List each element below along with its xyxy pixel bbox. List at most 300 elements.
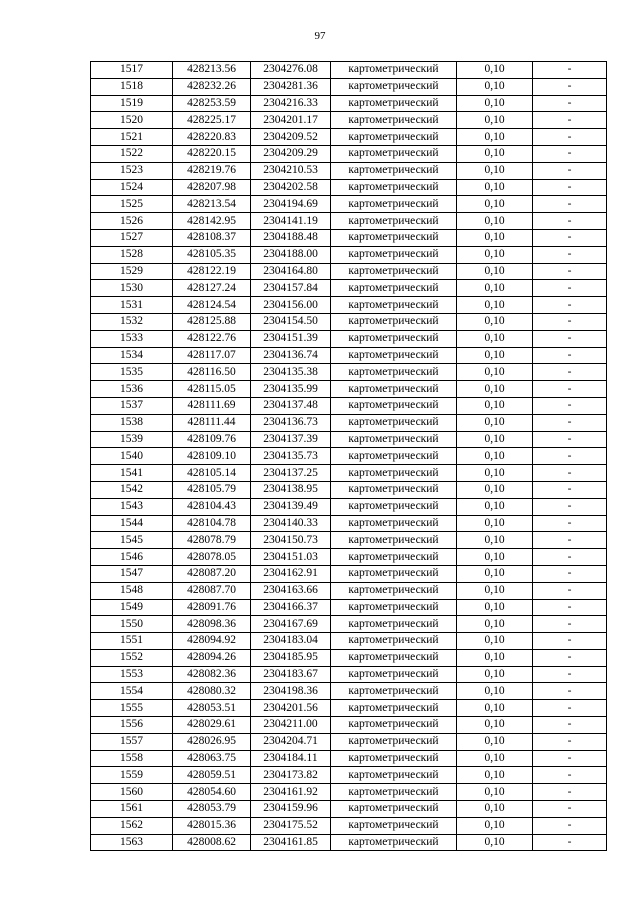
x-coordinate-cell: 428125.88 — [173, 313, 251, 330]
x-coordinate-cell: 428124.54 — [173, 297, 251, 314]
table-row — [91, 280, 607, 297]
accuracy-cell: 0,10 — [457, 381, 533, 398]
y-coordinate-cell: 2304135.38 — [251, 364, 331, 381]
x-coordinate-cell: 428109.76 — [173, 431, 251, 448]
y-coordinate-cell: 2304209.52 — [251, 129, 331, 146]
method-cell: картометрический — [331, 834, 457, 851]
point-number-cell: 1557 — [91, 733, 173, 750]
note-cell: - — [533, 750, 607, 767]
note-cell: - — [533, 733, 607, 750]
point-number-cell: 1547 — [91, 565, 173, 582]
accuracy-cell: 0,10 — [457, 717, 533, 734]
point-number-cell: 1546 — [91, 549, 173, 566]
x-coordinate-cell: 428122.76 — [173, 330, 251, 347]
x-coordinate-cell: 428105.14 — [173, 465, 251, 482]
accuracy-cell: 0,10 — [457, 666, 533, 683]
accuracy-cell: 0,10 — [457, 700, 533, 717]
x-coordinate-cell: 428213.56 — [173, 62, 251, 79]
accuracy-cell: 0,10 — [457, 196, 533, 213]
point-number-cell: 1532 — [91, 313, 173, 330]
accuracy-cell: 0,10 — [457, 414, 533, 431]
accuracy-cell: 0,10 — [457, 347, 533, 364]
table-row — [91, 414, 607, 431]
x-coordinate-cell: 428105.79 — [173, 481, 251, 498]
note-cell: - — [533, 280, 607, 297]
table-row — [91, 381, 607, 398]
y-coordinate-cell: 2304188.48 — [251, 229, 331, 246]
point-number-cell: 1548 — [91, 582, 173, 599]
y-coordinate-cell: 2304209.29 — [251, 145, 331, 162]
x-coordinate-cell: 428111.69 — [173, 397, 251, 414]
point-number-cell: 1535 — [91, 364, 173, 381]
x-coordinate-cell: 428220.83 — [173, 129, 251, 146]
method-cell: картометрический — [331, 481, 457, 498]
table-row — [91, 246, 607, 263]
note-cell: - — [533, 297, 607, 314]
point-number-cell: 1519 — [91, 95, 173, 112]
coordinates-table — [90, 61, 607, 851]
accuracy-cell: 0,10 — [457, 330, 533, 347]
note-cell: - — [533, 263, 607, 280]
y-coordinate-cell: 2304167.69 — [251, 616, 331, 633]
table-row — [91, 297, 607, 314]
method-cell: картометрический — [331, 616, 457, 633]
note-cell: - — [533, 229, 607, 246]
method-cell: картометрический — [331, 817, 457, 834]
method-cell: картометрический — [331, 683, 457, 700]
table-row — [91, 515, 607, 532]
y-coordinate-cell: 2304157.84 — [251, 280, 331, 297]
accuracy-cell: 0,10 — [457, 817, 533, 834]
note-cell: - — [533, 78, 607, 95]
method-cell: картометрический — [331, 313, 457, 330]
table-row — [91, 750, 607, 767]
method-cell: картометрический — [331, 297, 457, 314]
x-coordinate-cell: 428108.37 — [173, 229, 251, 246]
y-coordinate-cell: 2304138.95 — [251, 481, 331, 498]
point-number-cell: 1525 — [91, 196, 173, 213]
table-row — [91, 582, 607, 599]
point-number-cell: 1553 — [91, 666, 173, 683]
table-row — [91, 448, 607, 465]
accuracy-cell: 0,10 — [457, 297, 533, 314]
point-number-cell: 1522 — [91, 145, 173, 162]
accuracy-cell: 0,10 — [457, 683, 533, 700]
table-row — [91, 145, 607, 162]
point-number-cell: 1550 — [91, 616, 173, 633]
point-number-cell: 1559 — [91, 767, 173, 784]
point-number-cell: 1520 — [91, 112, 173, 129]
note-cell: - — [533, 700, 607, 717]
y-coordinate-cell: 2304139.49 — [251, 498, 331, 515]
table-row — [91, 784, 607, 801]
accuracy-cell: 0,10 — [457, 582, 533, 599]
accuracy-cell: 0,10 — [457, 246, 533, 263]
table-row — [91, 649, 607, 666]
y-coordinate-cell: 2304159.96 — [251, 801, 331, 818]
accuracy-cell: 0,10 — [457, 263, 533, 280]
note-cell: - — [533, 95, 607, 112]
table-row — [91, 666, 607, 683]
y-coordinate-cell: 2304161.92 — [251, 784, 331, 801]
table-row — [91, 565, 607, 582]
table-row — [91, 112, 607, 129]
point-number-cell: 1528 — [91, 246, 173, 263]
accuracy-cell: 0,10 — [457, 62, 533, 79]
method-cell: картометрический — [331, 364, 457, 381]
note-cell: - — [533, 364, 607, 381]
method-cell: картометрический — [331, 565, 457, 582]
accuracy-cell: 0,10 — [457, 145, 533, 162]
table-row — [91, 767, 607, 784]
table-row — [91, 599, 607, 616]
x-coordinate-cell: 428219.76 — [173, 162, 251, 179]
table-row — [91, 179, 607, 196]
accuracy-cell: 0,10 — [457, 599, 533, 616]
accuracy-cell: 0,10 — [457, 95, 533, 112]
table-row — [91, 229, 607, 246]
x-coordinate-cell: 428091.76 — [173, 599, 251, 616]
table-row — [91, 129, 607, 146]
x-coordinate-cell: 428015.36 — [173, 817, 251, 834]
method-cell: картометрический — [331, 78, 457, 95]
method-cell: картометрический — [331, 62, 457, 79]
table-row — [91, 364, 607, 381]
accuracy-cell: 0,10 — [457, 565, 533, 582]
method-cell: картометрический — [331, 397, 457, 414]
note-cell: - — [533, 179, 607, 196]
y-coordinate-cell: 2304154.50 — [251, 313, 331, 330]
note-cell: - — [533, 129, 607, 146]
note-cell: - — [533, 196, 607, 213]
note-cell: - — [533, 599, 607, 616]
x-coordinate-cell: 428063.75 — [173, 750, 251, 767]
note-cell: - — [533, 431, 607, 448]
method-cell: картометрический — [331, 431, 457, 448]
method-cell: картометрический — [331, 532, 457, 549]
y-coordinate-cell: 2304276.08 — [251, 62, 331, 79]
point-number-cell: 1542 — [91, 481, 173, 498]
y-coordinate-cell: 2304163.66 — [251, 582, 331, 599]
table-row — [91, 498, 607, 515]
x-coordinate-cell: 428115.05 — [173, 381, 251, 398]
table-row — [91, 549, 607, 566]
x-coordinate-cell: 428220.15 — [173, 145, 251, 162]
x-coordinate-cell: 428054.60 — [173, 784, 251, 801]
y-coordinate-cell: 2304216.33 — [251, 95, 331, 112]
note-cell: - — [533, 717, 607, 734]
coordinates-table-body — [91, 62, 607, 851]
accuracy-cell: 0,10 — [457, 179, 533, 196]
y-coordinate-cell: 2304136.73 — [251, 414, 331, 431]
method-cell: картометрический — [331, 465, 457, 482]
method-cell: картометрический — [331, 112, 457, 129]
y-coordinate-cell: 2304151.03 — [251, 549, 331, 566]
y-coordinate-cell: 2304164.80 — [251, 263, 331, 280]
table-row — [91, 263, 607, 280]
x-coordinate-cell: 428105.35 — [173, 246, 251, 263]
y-coordinate-cell: 2304201.56 — [251, 700, 331, 717]
point-number-cell: 1560 — [91, 784, 173, 801]
x-coordinate-cell: 428080.32 — [173, 683, 251, 700]
table-row — [91, 95, 607, 112]
point-number-cell: 1554 — [91, 683, 173, 700]
point-number-cell: 1537 — [91, 397, 173, 414]
y-coordinate-cell: 2304137.25 — [251, 465, 331, 482]
note-cell: - — [533, 767, 607, 784]
table-row — [91, 196, 607, 213]
accuracy-cell: 0,10 — [457, 162, 533, 179]
table-row — [91, 347, 607, 364]
note-cell: - — [533, 397, 607, 414]
x-coordinate-cell: 428225.17 — [173, 112, 251, 129]
point-number-cell: 1562 — [91, 817, 173, 834]
y-coordinate-cell: 2304140.33 — [251, 515, 331, 532]
x-coordinate-cell: 428098.36 — [173, 616, 251, 633]
accuracy-cell: 0,10 — [457, 112, 533, 129]
x-coordinate-cell: 428094.26 — [173, 649, 251, 666]
point-number-cell: 1529 — [91, 263, 173, 280]
accuracy-cell: 0,10 — [457, 229, 533, 246]
accuracy-cell: 0,10 — [457, 633, 533, 650]
method-cell: картометрический — [331, 666, 457, 683]
point-number-cell: 1538 — [91, 414, 173, 431]
accuracy-cell: 0,10 — [457, 397, 533, 414]
method-cell: картометрический — [331, 330, 457, 347]
accuracy-cell: 0,10 — [457, 834, 533, 851]
method-cell: картометрический — [331, 381, 457, 398]
accuracy-cell: 0,10 — [457, 465, 533, 482]
y-coordinate-cell: 2304198.36 — [251, 683, 331, 700]
x-coordinate-cell: 428053.79 — [173, 801, 251, 818]
note-cell: - — [533, 549, 607, 566]
x-coordinate-cell: 428117.07 — [173, 347, 251, 364]
note-cell: - — [533, 481, 607, 498]
method-cell: картометрический — [331, 95, 457, 112]
x-coordinate-cell: 428116.50 — [173, 364, 251, 381]
table-row — [91, 817, 607, 834]
method-cell: картометрический — [331, 179, 457, 196]
point-number-cell: 1531 — [91, 297, 173, 314]
table-row — [91, 397, 607, 414]
note-cell: - — [533, 62, 607, 79]
y-coordinate-cell: 2304150.73 — [251, 532, 331, 549]
x-coordinate-cell: 428104.78 — [173, 515, 251, 532]
y-coordinate-cell: 2304151.39 — [251, 330, 331, 347]
accuracy-cell: 0,10 — [457, 767, 533, 784]
note-cell: - — [533, 683, 607, 700]
point-number-cell: 1539 — [91, 431, 173, 448]
point-number-cell: 1530 — [91, 280, 173, 297]
accuracy-cell: 0,10 — [457, 78, 533, 95]
accuracy-cell: 0,10 — [457, 280, 533, 297]
method-cell: картометрический — [331, 498, 457, 515]
method-cell: картометрический — [331, 599, 457, 616]
note-cell: - — [533, 145, 607, 162]
y-coordinate-cell: 2304201.17 — [251, 112, 331, 129]
method-cell: картометрический — [331, 784, 457, 801]
method-cell: картометрический — [331, 263, 457, 280]
method-cell: картометрический — [331, 246, 457, 263]
x-coordinate-cell: 428109.10 — [173, 448, 251, 465]
accuracy-cell: 0,10 — [457, 313, 533, 330]
accuracy-cell: 0,10 — [457, 448, 533, 465]
y-coordinate-cell: 2304202.58 — [251, 179, 331, 196]
point-number-cell: 1545 — [91, 532, 173, 549]
x-coordinate-cell: 428104.43 — [173, 498, 251, 515]
note-cell: - — [533, 532, 607, 549]
y-coordinate-cell: 2304281.36 — [251, 78, 331, 95]
point-number-cell: 1540 — [91, 448, 173, 465]
table-row — [91, 700, 607, 717]
method-cell: картометрический — [331, 801, 457, 818]
table-row — [91, 633, 607, 650]
y-coordinate-cell: 2304162.91 — [251, 565, 331, 582]
y-coordinate-cell: 2304211.00 — [251, 717, 331, 734]
note-cell: - — [533, 817, 607, 834]
y-coordinate-cell: 2304204.71 — [251, 733, 331, 750]
x-coordinate-cell: 428122.19 — [173, 263, 251, 280]
point-number-cell: 1555 — [91, 700, 173, 717]
y-coordinate-cell: 2304135.99 — [251, 381, 331, 398]
y-coordinate-cell: 2304161.85 — [251, 834, 331, 851]
note-cell: - — [533, 565, 607, 582]
x-coordinate-cell: 428053.51 — [173, 700, 251, 717]
method-cell: картометрический — [331, 767, 457, 784]
accuracy-cell: 0,10 — [457, 129, 533, 146]
x-coordinate-cell: 428207.98 — [173, 179, 251, 196]
point-number-cell: 1556 — [91, 717, 173, 734]
method-cell: картометрический — [331, 750, 457, 767]
note-cell: - — [533, 162, 607, 179]
x-coordinate-cell: 428087.70 — [173, 582, 251, 599]
table-row — [91, 532, 607, 549]
note-cell: - — [533, 347, 607, 364]
note-cell: - — [533, 498, 607, 515]
table-row — [91, 683, 607, 700]
table-row — [91, 733, 607, 750]
method-cell: картометрический — [331, 649, 457, 666]
y-coordinate-cell: 2304183.04 — [251, 633, 331, 650]
y-coordinate-cell: 2304141.19 — [251, 213, 331, 230]
y-coordinate-cell: 2304137.48 — [251, 397, 331, 414]
method-cell: картометрический — [331, 347, 457, 364]
method-cell: картометрический — [331, 280, 457, 297]
x-coordinate-cell: 428059.51 — [173, 767, 251, 784]
table-row — [91, 431, 607, 448]
y-coordinate-cell: 2304136.74 — [251, 347, 331, 364]
accuracy-cell: 0,10 — [457, 532, 533, 549]
y-coordinate-cell: 2304185.95 — [251, 649, 331, 666]
accuracy-cell: 0,10 — [457, 801, 533, 818]
y-coordinate-cell: 2304166.37 — [251, 599, 331, 616]
method-cell: картометрический — [331, 633, 457, 650]
table-row — [91, 162, 607, 179]
table-row — [91, 313, 607, 330]
table-row — [91, 78, 607, 95]
table-row — [91, 213, 607, 230]
point-number-cell: 1558 — [91, 750, 173, 767]
y-coordinate-cell: 2304156.00 — [251, 297, 331, 314]
method-cell: картометрический — [331, 448, 457, 465]
x-coordinate-cell: 428253.59 — [173, 95, 251, 112]
point-number-cell: 1563 — [91, 834, 173, 851]
point-number-cell: 1526 — [91, 213, 173, 230]
accuracy-cell: 0,10 — [457, 750, 533, 767]
point-number-cell: 1517 — [91, 62, 173, 79]
accuracy-cell: 0,10 — [457, 549, 533, 566]
x-coordinate-cell: 428008.62 — [173, 834, 251, 851]
table-row — [91, 481, 607, 498]
point-number-cell: 1521 — [91, 129, 173, 146]
accuracy-cell: 0,10 — [457, 733, 533, 750]
table-row — [91, 801, 607, 818]
note-cell: - — [533, 330, 607, 347]
point-number-cell: 1549 — [91, 599, 173, 616]
x-coordinate-cell: 428087.20 — [173, 565, 251, 582]
note-cell: - — [533, 616, 607, 633]
table-row — [91, 465, 607, 482]
point-number-cell: 1561 — [91, 801, 173, 818]
method-cell: картометрический — [331, 145, 457, 162]
method-cell: картометрический — [331, 213, 457, 230]
table-row — [91, 62, 607, 79]
x-coordinate-cell: 428026.95 — [173, 733, 251, 750]
method-cell: картометрический — [331, 162, 457, 179]
accuracy-cell: 0,10 — [457, 616, 533, 633]
accuracy-cell: 0,10 — [457, 481, 533, 498]
accuracy-cell: 0,10 — [457, 498, 533, 515]
x-coordinate-cell: 428082.36 — [173, 666, 251, 683]
point-number-cell: 1527 — [91, 229, 173, 246]
note-cell: - — [533, 801, 607, 818]
x-coordinate-cell: 428111.44 — [173, 414, 251, 431]
y-coordinate-cell: 2304135.73 — [251, 448, 331, 465]
note-cell: - — [533, 414, 607, 431]
x-coordinate-cell: 428078.05 — [173, 549, 251, 566]
x-coordinate-cell: 428078.79 — [173, 532, 251, 549]
method-cell: картометрический — [331, 582, 457, 599]
accuracy-cell: 0,10 — [457, 364, 533, 381]
y-coordinate-cell: 2304183.67 — [251, 666, 331, 683]
note-cell: - — [533, 666, 607, 683]
note-cell: - — [533, 246, 607, 263]
y-coordinate-cell: 2304137.39 — [251, 431, 331, 448]
accuracy-cell: 0,10 — [457, 515, 533, 532]
accuracy-cell: 0,10 — [457, 649, 533, 666]
x-coordinate-cell: 428127.24 — [173, 280, 251, 297]
method-cell: картометрический — [331, 196, 457, 213]
method-cell: картометрический — [331, 549, 457, 566]
point-number-cell: 1524 — [91, 179, 173, 196]
method-cell: картометрический — [331, 414, 457, 431]
point-number-cell: 1551 — [91, 633, 173, 650]
point-number-cell: 1518 — [91, 78, 173, 95]
note-cell: - — [533, 381, 607, 398]
y-coordinate-cell: 2304194.69 — [251, 196, 331, 213]
point-number-cell: 1543 — [91, 498, 173, 515]
note-cell: - — [533, 649, 607, 666]
method-cell: картометрический — [331, 733, 457, 750]
table-row — [91, 330, 607, 347]
method-cell: картометрический — [331, 229, 457, 246]
method-cell: картометрический — [331, 717, 457, 734]
table-row — [91, 717, 607, 734]
note-cell: - — [533, 313, 607, 330]
point-number-cell: 1536 — [91, 381, 173, 398]
note-cell: - — [533, 834, 607, 851]
point-number-cell: 1544 — [91, 515, 173, 532]
